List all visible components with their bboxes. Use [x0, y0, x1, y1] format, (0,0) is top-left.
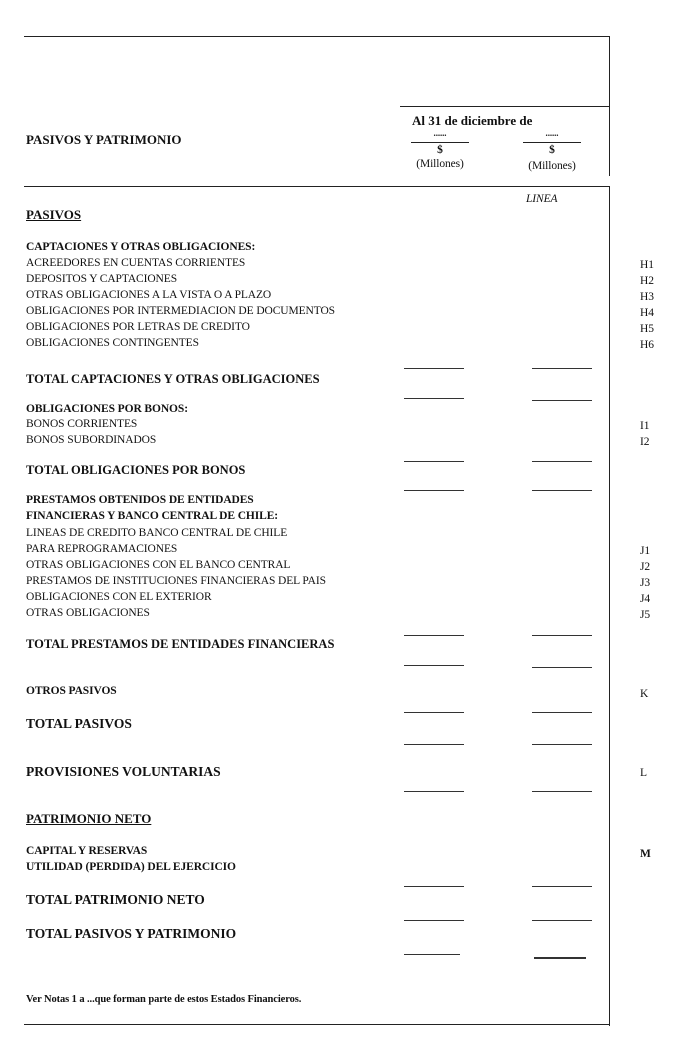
bonos-heading: OBLIGACIONES POR BONOS: [26, 403, 188, 415]
code-h2: H2 [640, 275, 654, 287]
sig-line [532, 490, 592, 491]
sig-line [404, 665, 464, 666]
units-1: (Millones) [416, 158, 464, 170]
patrimonio-heading: PATRIMONIO NETO [26, 811, 152, 826]
sig-line [532, 744, 592, 745]
code-h6: H6 [640, 339, 654, 351]
code-h5: H5 [640, 323, 654, 335]
sig-line [404, 920, 464, 921]
sig-line [532, 368, 592, 369]
prestamos-item-2: OTRAS OBLIGACIONES CON EL BANCO CENTRAL [26, 559, 291, 571]
prestamos-item-3: PRESTAMOS DE INSTITUCIONES FINANCIERAS DEL PAIS [26, 575, 326, 587]
code-j4: J4 [640, 593, 651, 605]
prestamos-item-1a: LINEAS DE CREDITO BANCO CENTRAL DE CHILE [26, 527, 288, 539]
captaciones-item-2: DEPOSITOS Y CAPTACIONES [26, 273, 177, 285]
units-2: (Millones) [528, 160, 576, 172]
sig-line [404, 954, 460, 955]
sig-line [404, 712, 464, 713]
code-h1: H1 [640, 259, 654, 271]
code-l: L [640, 767, 647, 779]
sig-line [534, 957, 586, 959]
sig-line [404, 886, 464, 887]
sig-line [404, 744, 464, 745]
captaciones-item-1: ACREEDORES EN CUENTAS CORRIENTES [26, 257, 246, 269]
bonos-item-2: BONOS SUBORDINADOS [26, 434, 157, 446]
prestamos-item-1b: PARA REPROGRAMACIONES [26, 543, 178, 555]
bonos-item-1: BONOS CORRIENTES [26, 418, 138, 430]
code-j1: J1 [640, 545, 651, 557]
currency-1: $ [437, 144, 443, 156]
sig-line [532, 886, 592, 887]
top-rule [24, 36, 610, 37]
bottom-rule [24, 1024, 610, 1025]
captaciones-item-3: OTRAS OBLIGACIONES A LA VISTA O A PLAZO [26, 289, 272, 301]
captaciones-item-6: OBLIGACIONES CONTINGENTES [26, 337, 199, 349]
code-j5: J5 [640, 609, 651, 621]
prestamos-item-5: OTRAS OBLIGACIONES [26, 607, 150, 619]
sig-line [532, 791, 592, 792]
code-i2: I2 [640, 436, 650, 448]
captaciones-item-5: OBLIGACIONES POR LETRAS DE CREDITO [26, 321, 250, 333]
year-underline-2 [523, 142, 581, 143]
section-title: PASIVOS Y PATRIMONIO [26, 132, 182, 147]
code-i1: I1 [640, 420, 650, 432]
sig-line [532, 712, 592, 713]
sig-line [532, 400, 592, 401]
total-captaciones: TOTAL CAPTACIONES Y OTRAS OBLIGACIONES [26, 372, 320, 386]
prestamos-heading-2: FINANCIERAS Y BANCO CENTRAL DE CHILE: [26, 510, 278, 522]
code-k: K [640, 688, 649, 700]
sig-line [404, 490, 464, 491]
sig-line [404, 791, 464, 792]
captaciones-item-4: OBLIGACIONES POR INTERMEDIACION DE DOCUMENTOS [26, 305, 335, 317]
sig-line [532, 635, 592, 636]
otros-pasivos-label: OTROS PASIVOS [26, 685, 117, 697]
code-h4: H4 [640, 307, 654, 319]
year-placeholder-2: ...... [545, 128, 559, 138]
pasivos-heading: PASIVOS [26, 207, 82, 222]
sig-line [532, 667, 592, 668]
linea-label: LINEA [526, 193, 558, 205]
sig-line [532, 461, 592, 462]
prestamos-heading-1: PRESTAMOS OBTENIDOS DE ENTIDADES [26, 494, 254, 506]
capital-reservas: CAPITAL Y RESERVAS [26, 845, 148, 857]
sig-line [404, 635, 464, 636]
header-rule [400, 106, 610, 107]
sig-line [404, 368, 464, 369]
provisiones-label: PROVISIONES VOLUNTARIAS [26, 764, 221, 779]
total-pasivos: TOTAL PASIVOS [26, 716, 132, 731]
code-m: M [640, 848, 651, 860]
sig-line [532, 920, 592, 921]
total-prestamos: TOTAL PRESTAMOS DE ENTIDADES FINANCIERAS [26, 637, 335, 651]
total-patrimonio: TOTAL PATRIMONIO NETO [26, 892, 205, 907]
prestamos-item-4: OBLIGACIONES CON EL EXTERIOR [26, 591, 212, 603]
code-j3: J3 [640, 577, 651, 589]
currency-2: $ [549, 144, 555, 156]
body-top-rule [24, 186, 610, 187]
date-header: Al 31 de diciembre de [412, 113, 533, 128]
total-pasivos-patrimonio: TOTAL PASIVOS Y PATRIMONIO [26, 926, 237, 941]
right-border-body [609, 186, 610, 1026]
code-j2: J2 [640, 561, 651, 573]
captaciones-heading: CAPTACIONES Y OTRAS OBLIGACIONES: [26, 241, 256, 253]
year-underline-1 [411, 142, 469, 143]
utilidad-ejercicio: UTILIDAD (PERDIDA) DEL EJERCICIO [26, 861, 236, 873]
sig-line [404, 461, 464, 462]
year-placeholder-1: ...... [433, 128, 447, 138]
total-bonos: TOTAL OBLIGACIONES POR BONOS [26, 463, 246, 477]
code-h3: H3 [640, 291, 654, 303]
footer-note: Ver Notas 1 a ...que forman parte de estos Estados Financieros. [26, 994, 302, 1005]
sig-line [404, 398, 464, 399]
